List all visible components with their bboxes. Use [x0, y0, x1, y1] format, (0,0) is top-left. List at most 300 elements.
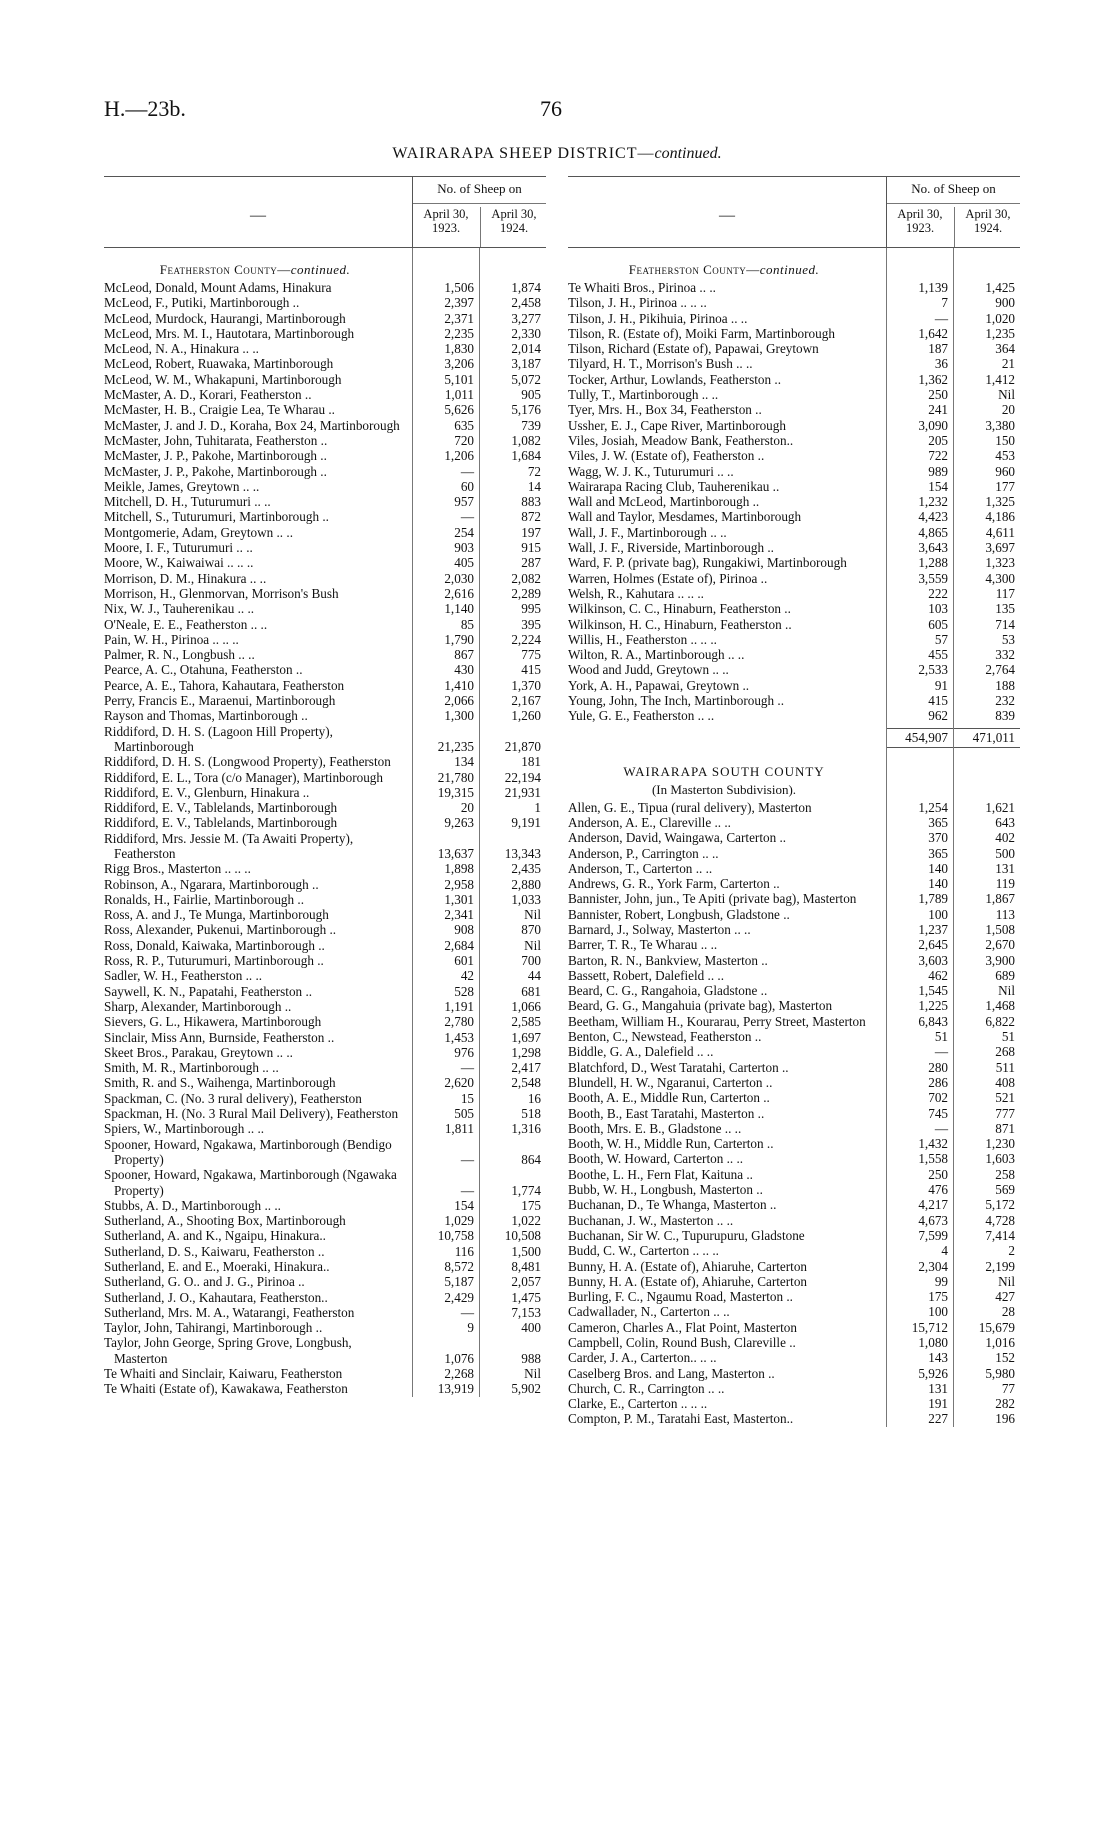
sheep-1923: 3,206 — [444, 356, 474, 372]
sheep-1924: 9,191 — [511, 815, 541, 831]
sheep-1923: 1,237 — [918, 921, 948, 937]
owner-name: Sadler, W. H., Featherston .. .. — [104, 968, 263, 984]
sheep-1924: 714 — [995, 616, 1015, 632]
sheep-1924: 113 — [995, 906, 1015, 922]
sheep-1923: 1,225 — [918, 998, 948, 1014]
sheep-1924: 2,417 — [511, 1060, 541, 1076]
sheep-1923: — — [460, 463, 474, 479]
sheep-1924: 777 — [995, 1105, 1015, 1121]
sheep-1924: 196 — [995, 1411, 1015, 1427]
sheep-1924: Nil — [998, 387, 1015, 403]
owner-name: Anderson, T., Carterton .. .. — [568, 860, 713, 876]
sheep-1924: 5,072 — [511, 371, 541, 387]
sheep-1924: 22,194 — [504, 769, 541, 785]
sheep-1923: 36 — [934, 356, 948, 372]
sheep-1923: 4,673 — [918, 1212, 948, 1228]
owner-name: Anderson, A. E., Clareville .. .. — [568, 814, 731, 830]
sheep-1923: 15 — [460, 1090, 474, 1106]
owner-name: Boothe, L. H., Fern Flat, Kaituna .. — [568, 1166, 753, 1182]
sheep-1923: 3,559 — [918, 570, 948, 586]
col-1924-label: April 30, 1924. — [480, 207, 547, 247]
sheep-1923: 1,011 — [444, 387, 474, 403]
owner-name: Bassett, Robert, Dalefield .. .. — [568, 967, 725, 983]
sheep-1924: 1,867 — [985, 891, 1015, 907]
owner-name: Te Whaiti (Estate of), Kawakawa, Featherston — [104, 1381, 348, 1397]
sheep-1924: 4,728 — [985, 1212, 1015, 1228]
owner-name: Te Whaiti and Sinclair, Kaiwaru, Featherston — [104, 1366, 343, 1382]
sheep-count-label: No. of Sheep on — [413, 177, 546, 204]
owner-name: Ronalds, H., Fairlie, Martinborough .. — [104, 891, 304, 907]
owner-name: Mitchell, D. H., Tuturumuri .. .. — [104, 494, 271, 510]
sheep-1924: 2,585 — [511, 1014, 541, 1030]
owner-name: Bannister, John, jun., Te Apiti (private bag), Masterton — [568, 891, 857, 907]
sheep-1924: 20 — [1001, 402, 1015, 418]
owner-name: Spooner, Howard, Ngakawa, Martinborough (Bendigo Property) — [104, 1136, 392, 1167]
sheep-1923: 9 — [467, 1320, 474, 1336]
owner-name: Morrison, H., Glenmorvan, Morrison's Bush — [104, 585, 339, 601]
owner-name: Church, C. R., Carrington .. .. — [568, 1380, 725, 1396]
owner-name: Wilkinson, H. C., Hinaburn, Featherston .. — [568, 616, 792, 632]
sheep-1924: 2,548 — [511, 1075, 541, 1091]
sheep-1924: Nil — [524, 907, 541, 923]
page-number: 76 — [540, 96, 562, 121]
sheep-1924: 900 — [995, 295, 1015, 311]
owner-name: McMaster, H. B., Craigie Lea, Te Wharau .. — [104, 402, 335, 418]
sheep-1924: 282 — [995, 1396, 1015, 1412]
sheep-1923: 976 — [454, 1044, 474, 1060]
owner-name: Wall, J. F., Martinborough .. .. — [568, 524, 727, 540]
sheep-count-header — [412, 177, 546, 247]
owner-name: Biddle, G. A., Dalefield .. .. — [568, 1044, 714, 1060]
sheep-1923: — — [934, 1044, 948, 1060]
owner-name: Riddiford, D. H. S. (Longwood Property), Featherston — [104, 754, 391, 770]
owner-name: Blatchford, D., West Taratahi, Carterton .. — [568, 1059, 789, 1075]
sheep-1924: 1,316 — [511, 1121, 541, 1137]
sheep-1924: 15,679 — [978, 1319, 1015, 1335]
owner-name: Beard, C. G., Rangahoia, Gladstone .. — [568, 983, 768, 999]
sheep-1924: 2,289 — [511, 585, 541, 601]
owner-name: Te Whaiti Bros., Pirinoa .. .. — [568, 280, 716, 295]
owner-name: Saywell, K. N., Papatahi, Featherston .. — [104, 983, 313, 999]
sheep-1924: 16 — [527, 1090, 541, 1106]
owner-name: Sutherland, Mrs. M. A., Watarangi, Featherston — [104, 1304, 355, 1320]
owner-name: McMaster, J. and J. D., Koraha, Box 24, Martinborough — [104, 417, 400, 433]
sheep-1924: 1,298 — [511, 1044, 541, 1060]
owner-name: Ross, Alexander, Pukenui, Martinborough .. — [104, 922, 337, 938]
section-heading: Featherston County—continued. — [628, 262, 820, 277]
sheep-1923: 702 — [928, 1090, 948, 1106]
sheep-1923: 222 — [928, 585, 948, 601]
sheep-1924: 988 — [521, 1350, 541, 1366]
owner-name: Mitchell, S., Tuturumuri, Martinborough .. — [104, 509, 329, 525]
sheep-1924: 1,260 — [511, 708, 541, 724]
owner-name: Rayson and Thomas, Martinborough .. — [104, 708, 308, 724]
sheep-1924: 4,186 — [985, 509, 1015, 525]
sheep-1924: 1,500 — [511, 1243, 541, 1259]
sheep-1924: 408 — [995, 1074, 1015, 1090]
sheep-1924: Nil — [998, 1273, 1015, 1289]
sheep-1923: 1,206 — [444, 448, 474, 464]
sheep-1924: 2,224 — [511, 631, 541, 647]
sheep-1923: — — [934, 310, 948, 326]
sheep-1924: 775 — [521, 647, 541, 663]
sheep-1924: 500 — [995, 845, 1015, 861]
sheep-1923: 722 — [928, 448, 948, 464]
sheep-1923: 154 — [454, 1197, 474, 1213]
col-1924-label: April 30, 1924. — [954, 207, 1021, 247]
left-table-header — [104, 176, 546, 248]
owner-name: Tilyard, H. T., Morrison's Bush .. .. — [568, 356, 753, 372]
owner-name: Booth, W. Howard, Carterton .. .. — [568, 1151, 744, 1167]
sheep-1923: 1,140 — [444, 601, 474, 617]
owner-name: Palmer, R. N., Longbush .. .. — [104, 647, 255, 663]
sheep-1924: 3,380 — [985, 417, 1015, 433]
owner-name: Riddiford, E. L., Tora (c/o Manager), Martinborough — [104, 769, 383, 785]
sheep-1923: 5,926 — [918, 1365, 948, 1381]
owner-name: Barnard, J., Solway, Masterton .. .. — [568, 921, 751, 937]
sheep-1924: 21,931 — [504, 784, 541, 800]
sheep-1924: 1,323 — [985, 555, 1015, 571]
sheep-1923: 415 — [928, 693, 948, 709]
owner-name: Carder, J. A., Carterton.. .. .. — [568, 1350, 717, 1366]
sheep-1923: 4,217 — [918, 1197, 948, 1213]
sheep-1924: 1,235 — [985, 325, 1015, 341]
sheep-1923: 3,643 — [918, 540, 948, 556]
total-1923: 454,907 — [887, 728, 953, 748]
sheep-1923: — — [460, 1304, 474, 1320]
owner-name: Tilson, J. H., Pirinoa .. .. .. — [568, 295, 707, 311]
owner-name: Spackman, H. (No. 3 Rural Mail Delivery), Featherston — [104, 1106, 399, 1122]
sheep-1924: Nil — [524, 1366, 541, 1382]
sheep-1923: 191 — [928, 1396, 948, 1412]
sheep-1924: 1,022 — [511, 1213, 541, 1229]
section-heading: Featherston County—continued. — [159, 262, 351, 277]
right-rows — [568, 248, 1020, 1427]
sheep-1923: 187 — [928, 341, 948, 357]
owner-name: Riddiford, E. V., Tablelands, Martinborough — [104, 800, 338, 816]
title-continued: continued. — [654, 145, 722, 162]
sheep-1924: 3,187 — [511, 356, 541, 372]
sheep-1923: 1,288 — [918, 555, 948, 571]
sheep-count-header — [886, 177, 1020, 247]
owner-name: McLeod, F., Putiki, Martinborough .. — [104, 295, 300, 311]
sheep-1923: — — [460, 509, 474, 525]
sheep-1923: 143 — [928, 1350, 948, 1366]
sheep-1924: 700 — [521, 953, 541, 969]
sheep-1924: 2,014 — [511, 341, 541, 357]
owner-name: Ward, F. P. (private bag), Rungakiwi, Martinborough — [568, 555, 847, 571]
sheep-1924: 681 — [521, 983, 541, 999]
sheep-1924: 135 — [995, 601, 1015, 617]
sheep-1924: 188 — [995, 677, 1015, 693]
right-column — [568, 176, 1020, 1427]
sheep-1924: 2,082 — [511, 570, 541, 586]
sheep-1924: 3,900 — [985, 952, 1015, 968]
owner-name: Clarke, E., Carterton .. .. .. — [568, 1396, 708, 1412]
owner-name: McLeod, W. M., Whakapuni, Martinborough — [104, 371, 342, 387]
sheep-1924: 1,508 — [985, 921, 1015, 937]
sheep-1924: 8,481 — [511, 1259, 541, 1274]
owner-name: Morrison, D. M., Hinakura .. .. — [104, 570, 267, 586]
owner-name: Allen, G. E., Tipua (rural delivery), Masterton — [568, 799, 812, 815]
sheep-1924: 2,057 — [511, 1274, 541, 1290]
owner-name: Young, John, The Inch, Martinborough .. — [568, 693, 785, 709]
owner-name: McLeod, Robert, Ruawaka, Martinborough — [104, 356, 334, 372]
sheep-1924: 117 — [995, 585, 1015, 601]
owner-name: Tilson, Richard (Estate of), Papawai, Greytown — [568, 341, 819, 357]
owner-name: Buchanan, Sir W. C., Tupurupuru, Gladstone — [568, 1227, 805, 1243]
sheep-1923: 5,626 — [444, 402, 474, 418]
sheep-1924: Nil — [524, 937, 541, 953]
sheep-1923: 962 — [928, 708, 948, 724]
sheep-1924: 10,508 — [504, 1228, 541, 1244]
sheep-1923: 7 — [941, 295, 948, 311]
owner-name: Sharp, Alexander, Martinborough .. — [104, 998, 292, 1014]
sheep-1923: 241 — [928, 402, 948, 418]
sheep-1924: 905 — [521, 387, 541, 403]
sheep-1924: 1,603 — [985, 1151, 1015, 1167]
sheep-1924: 5,172 — [985, 1197, 1015, 1213]
owner-name: O'Neale, E. E., Featherston .. .. — [104, 616, 268, 632]
sheep-1924: 427 — [995, 1289, 1015, 1305]
owner-name: Ross, Donald, Kaiwaka, Martinborough .. — [104, 937, 325, 953]
sheep-1923: 280 — [928, 1059, 948, 1075]
owner-name: Benton, C., Newstead, Featherston .. — [568, 1029, 762, 1045]
sheep-1924: 511 — [995, 1059, 1015, 1075]
sheep-1924: 2,764 — [985, 662, 1015, 678]
sheep-1923: 100 — [928, 1304, 948, 1320]
sheep-1924: 1,684 — [511, 448, 541, 464]
sheep-1924: 739 — [521, 417, 541, 433]
sheep-1923: 867 — [454, 647, 474, 663]
sheep-1924: 268 — [995, 1044, 1015, 1060]
owner-name: Booth, A. E., Middle Run, Carterton .. — [568, 1090, 770, 1106]
owner-name: Ross, A. and J., Te Munga, Martinborough — [104, 907, 329, 923]
sheep-1923: 2,304 — [918, 1258, 948, 1274]
sheep-count-label: No. of Sheep on — [887, 177, 1020, 204]
sheep-1924: 883 — [521, 494, 541, 510]
owner-name: McMaster, A. D., Korari, Featherston .. — [104, 387, 312, 403]
owner-name: Blundell, H. W., Ngaranui, Carterton .. — [568, 1074, 773, 1090]
sheep-1923: 1,301 — [444, 891, 474, 907]
sheep-1923: 7,599 — [918, 1227, 948, 1243]
owner-name: Tilson, J. H., Pikihuia, Pirinoa .. .. — [568, 310, 748, 326]
sheep-1923: 720 — [454, 432, 474, 448]
sheep-1924: 870 — [521, 922, 541, 938]
sheep-1923: 21,235 — [437, 738, 474, 754]
owner-name: Beard, G. G., Mangahuia (private bag), Masterton — [568, 998, 833, 1014]
sheep-1923: 250 — [928, 1166, 948, 1182]
owner-name: Wairarapa Racing Club, Tauherenikau .. — [568, 478, 780, 494]
sheep-1924: 1,412 — [985, 371, 1015, 387]
sheep-1923: 116 — [454, 1243, 474, 1259]
sheep-1923: 2,235 — [444, 325, 474, 341]
sheep-1924: 7,414 — [985, 1227, 1015, 1243]
owner-name: Tyer, Mrs. H., Box 34, Featherston .. — [568, 402, 762, 418]
sheep-1923: 5,187 — [444, 1274, 474, 1290]
sheep-1923: 60 — [460, 478, 474, 494]
sheep-1923: 903 — [454, 540, 474, 556]
sheep-1923: 51 — [934, 1029, 948, 1045]
sheep-1924: 1,033 — [511, 891, 541, 907]
owner-name: Bubb, W. H., Longbush, Masterton .. — [568, 1182, 763, 1198]
sheep-1923: 528 — [454, 983, 474, 999]
owner-name: Riddiford, D. H. S. (Lagoon Hill Property), Martinborough — [104, 723, 333, 754]
sheep-1923: 1,642 — [918, 325, 948, 341]
owner-name: Sinclair, Miss Ann, Burnside, Featherston .. — [104, 1029, 335, 1045]
page-title — [0, 145, 1114, 163]
sheep-1924: 119 — [995, 876, 1015, 892]
sheep-1924: 4,300 — [985, 570, 1015, 586]
sheep-1923: — — [460, 1060, 474, 1076]
sheep-1924: 689 — [995, 967, 1015, 983]
sheep-1924: 871 — [995, 1120, 1015, 1136]
sheep-1924: 400 — [521, 1320, 541, 1336]
sheep-1924: 995 — [521, 601, 541, 617]
sheep-1923: — — [460, 1182, 474, 1198]
owner-name: Sutherland, G. O.. and J. G., Pirinoa .. — [104, 1274, 305, 1290]
owner-name: Taylor, John George, Spring Grove, Longbush, Masterton — [104, 1335, 352, 1366]
sheep-1923: 635 — [454, 417, 474, 433]
sheep-1923: 989 — [928, 463, 948, 479]
sheep-1923: 745 — [928, 1105, 948, 1121]
sheep-1924: 258 — [995, 1166, 1015, 1182]
sheep-1923: 365 — [928, 845, 948, 861]
sheep-1924: 395 — [521, 616, 541, 632]
sheep-1923: 2,030 — [444, 570, 474, 586]
sheep-1923: 2,268 — [444, 1366, 474, 1382]
sheep-1924: 569 — [995, 1182, 1015, 1198]
owner-name: Cameron, Charles A., Flat Point, Masterton — [568, 1319, 797, 1335]
sheep-1924: 72 — [527, 463, 541, 479]
owner-name: Moore, I. F., Tuturumuri .. .. — [104, 540, 253, 556]
col-1923-label: April 30, 1923. — [423, 207, 469, 235]
sheep-1923: 2,958 — [444, 876, 474, 892]
sheep-1923: 370 — [928, 830, 948, 846]
sheep-1924: 13,343 — [504, 845, 541, 861]
owner-name: Rigg Bros., Masterton .. .. .. — [104, 861, 251, 877]
sheep-1924: 2,199 — [985, 1258, 1015, 1274]
sheep-1923: 85 — [460, 616, 474, 632]
owner-name: Bannister, Robert, Longbush, Gladstone .. — [568, 906, 790, 922]
sheep-1923: 134 — [454, 754, 474, 770]
sheep-1923: — — [460, 1151, 474, 1167]
owner-name: Smith, R. and S., Waihenga, Martinborough — [104, 1075, 336, 1091]
sheep-1924: 872 — [521, 509, 541, 525]
sheep-1923: 2,684 — [444, 937, 474, 953]
owner-name: Sutherland, D. S., Kaiwaru, Featherston .. — [104, 1243, 325, 1259]
sheep-1924: 28 — [1001, 1304, 1015, 1320]
sheep-1923: 476 — [928, 1182, 948, 1198]
owner-name: Taylor, John, Tahirangi, Martinborough .. — [104, 1320, 323, 1336]
sheep-1923: 131 — [928, 1380, 948, 1396]
sheep-1924: 518 — [521, 1106, 541, 1122]
owner-name: Moore, W., Kaiwaiwai .. .. .. — [104, 555, 254, 571]
sheep-1923: 1,029 — [444, 1213, 474, 1229]
sheep-1923: 13,919 — [437, 1381, 474, 1397]
sheep-1923: 103 — [928, 601, 948, 617]
sheep-1924: 175 — [521, 1197, 541, 1213]
sheep-1924: 2,880 — [511, 876, 541, 892]
sheep-1924: 1,082 — [511, 432, 541, 448]
sheep-1923: 140 — [928, 876, 948, 892]
sheep-1924: 131 — [995, 860, 1015, 876]
owner-name: Wilton, R. A., Martinborough .. .. — [568, 647, 745, 663]
sheep-1924: 1,020 — [985, 310, 1015, 326]
sheep-1923: 99 — [934, 1273, 948, 1289]
owner-name: Stubbs, A. D., Martinborough .. .. — [104, 1197, 281, 1213]
owner-name: Riddiford, Mrs. Jessie M. (Ta Awaiti Property), Featherston — [104, 830, 354, 861]
owner-name: Sievers, G. L., Hikawera, Martinborough — [104, 1014, 322, 1030]
sheep-1923: 154 — [928, 478, 948, 494]
owner-name: Wagg, W. J. K., Tuturumuri .. .. — [568, 463, 734, 479]
owner-name: Welsh, R., Kahutara .. .. .. — [568, 585, 704, 601]
owner-name: Tully, T., Martinborough .. .. — [568, 387, 719, 403]
header-dash: — — [250, 207, 266, 224]
sheep-1924: 2,167 — [511, 693, 541, 709]
sheep-1924: 960 — [995, 463, 1015, 479]
sheep-1924: 1,774 — [511, 1182, 541, 1198]
sheep-1924: Nil — [998, 983, 1015, 999]
sheep-1923: 2,371 — [444, 310, 474, 326]
sheep-1924: 1,066 — [511, 998, 541, 1014]
sheep-1924: 197 — [521, 524, 541, 540]
sheep-1923: 430 — [454, 662, 474, 678]
sheep-1923: 140 — [928, 860, 948, 876]
sheep-1924: 51 — [1001, 1029, 1015, 1045]
owner-name: York, A. H., Papawai, Greytown .. — [568, 677, 750, 693]
sheep-1924: 2,330 — [511, 325, 541, 341]
owner-name: Wall and Taylor, Mesdames, Martinborough — [568, 509, 802, 525]
sheep-1923: 365 — [928, 814, 948, 830]
owner-name: Anderson, David, Waingawa, Carterton .. — [568, 830, 787, 846]
owner-name: Bunny, H. A. (Estate of), Ahiaruhe, Carterton — [568, 1258, 808, 1274]
owner-name: Anderson, P., Carrington .. .. — [568, 845, 719, 861]
sheep-1924: 1,621 — [985, 799, 1015, 815]
sheep-1924: 1,325 — [985, 494, 1015, 510]
sheep-1924: 1,016 — [985, 1335, 1015, 1350]
sheep-1923: 455 — [928, 647, 948, 663]
owner-name: McMaster, John, Tuhitarata, Featherston .. — [104, 432, 328, 448]
sheep-1924: 2,435 — [511, 861, 541, 877]
sheep-1923: 1,898 — [444, 861, 474, 877]
sheep-1923: 20 — [460, 800, 474, 816]
sheep-1924: 53 — [1001, 631, 1015, 647]
sheep-1923: 405 — [454, 555, 474, 571]
sheep-1924: 21 — [1001, 356, 1015, 372]
owner-name: Yule, G. E., Featherston .. .. — [568, 708, 715, 724]
right-table-header — [568, 176, 1020, 248]
owner-name: Barton, R. N., Bankview, Masterton .. — [568, 952, 768, 968]
sheep-1924: 5,176 — [511, 402, 541, 418]
owner-name: Wall, J. F., Riverside, Martinborough .. — [568, 540, 774, 556]
sheep-1923: 254 — [454, 524, 474, 540]
title-main: WAIRARAPA SHEEP DISTRICT— — [392, 145, 655, 162]
owner-name: McLeod, Mrs. M. I., Hautotara, Martinborough — [104, 325, 355, 341]
owner-name: Wilkinson, C. C., Hinaburn, Featherston .. — [568, 601, 791, 617]
sheep-1923: 1,506 — [444, 280, 474, 295]
header-dash: — — [719, 207, 735, 224]
sheep-1923: 1,254 — [918, 799, 948, 815]
sheep-1923: 8,572 — [444, 1259, 474, 1274]
section-heading-south: WAIRARAPA SOUTH COUNTY — [623, 763, 825, 779]
sheep-1924: 21,870 — [504, 738, 541, 754]
owner-name: Wood and Judd, Greytown .. .. — [568, 662, 729, 678]
sheep-1923: 605 — [928, 616, 948, 632]
sheep-1924: 77 — [1001, 1380, 1015, 1396]
sheep-1924: 232 — [995, 693, 1015, 709]
sheep-1923: 4,423 — [918, 509, 948, 525]
